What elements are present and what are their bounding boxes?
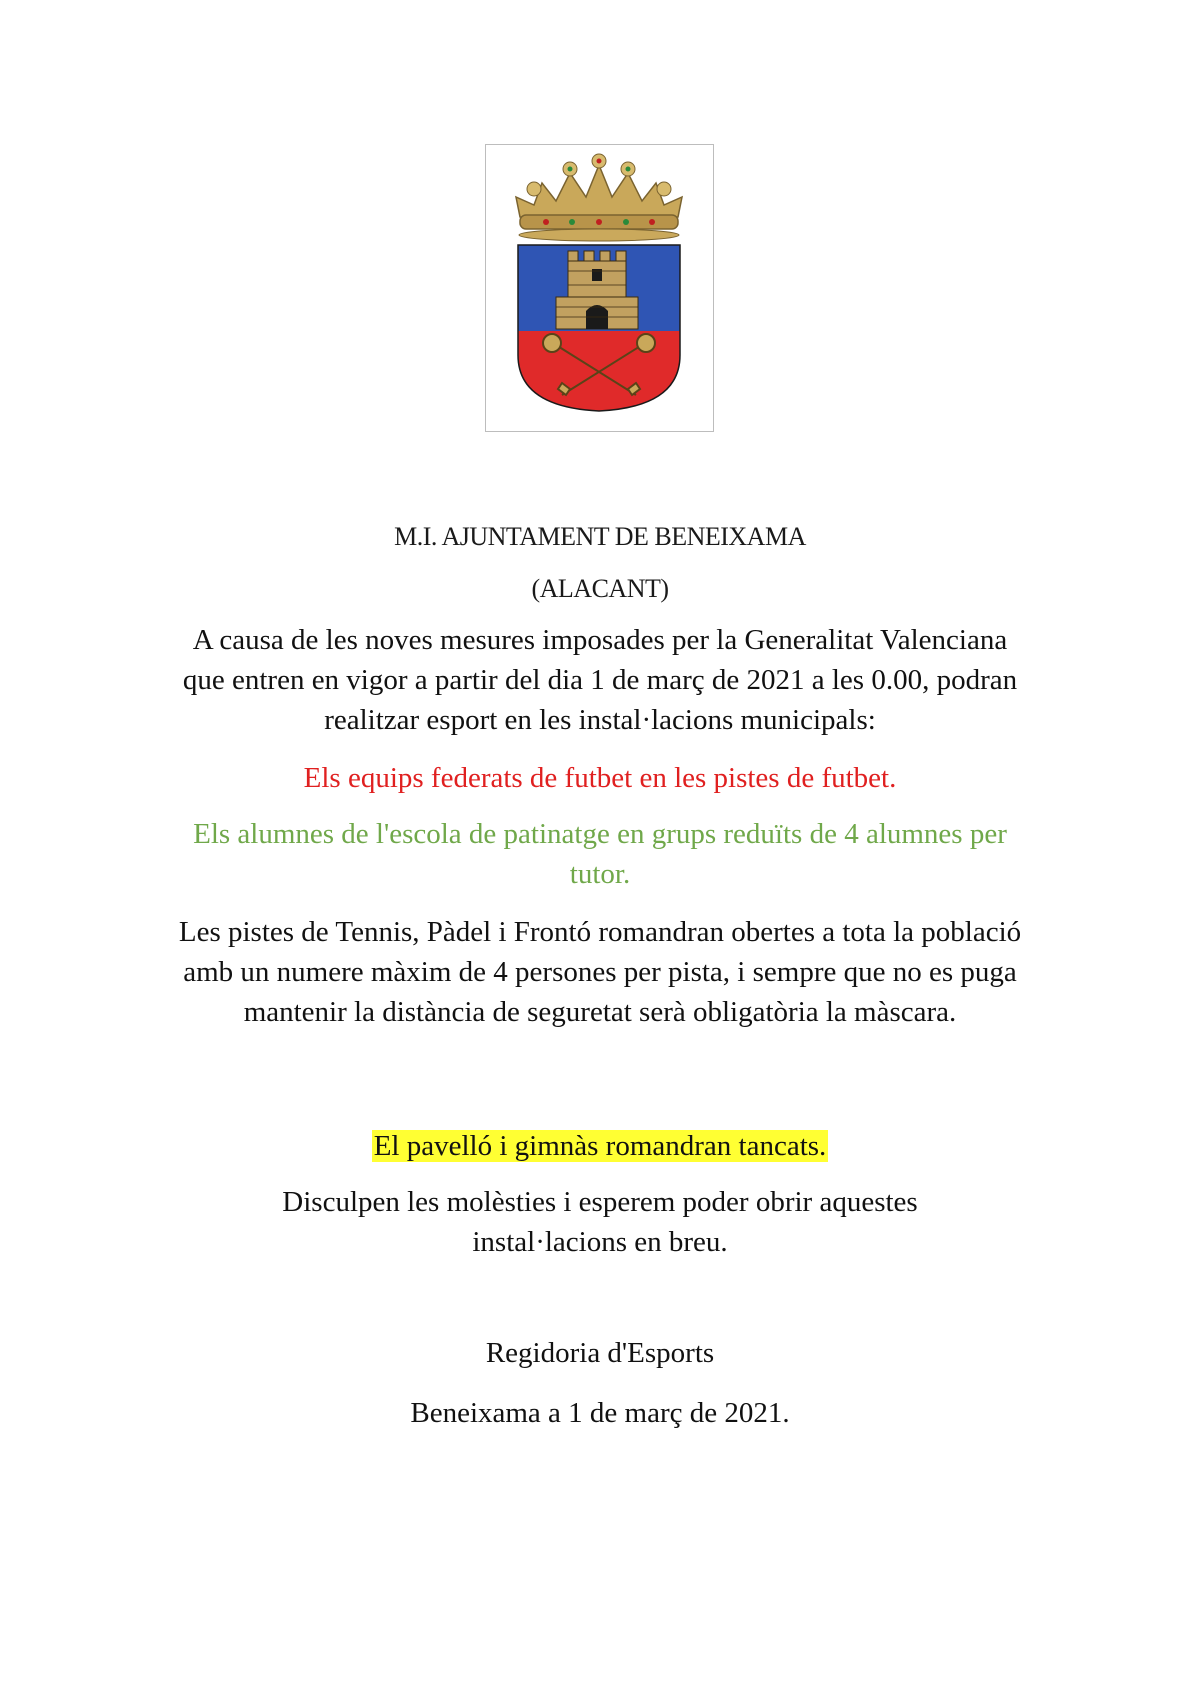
apology-paragraph: Disculpen les molèsties i esperem poder obrir aquestes instal·lacions en breu. — [282, 1186, 918, 1258]
province-subtitle: (ALACANT) — [531, 574, 669, 603]
department-signature: Regidoria d'Esports — [485, 1337, 715, 1369]
coat-of-arms-icon — [485, 144, 714, 432]
closed-notice: El pavelló i gimnàs romandran tancats. — [373, 1130, 827, 1162]
crown-icon — [516, 154, 682, 241]
closed-notice-line — [150, 1126, 1050, 1166]
skating-notice: Els alumnes de l'escola de patinatge en grups reduïts de 4 alumnes per tutor. — [193, 818, 1007, 890]
football-notice: Els equips federats de futbet en les pistes de futbet. — [303, 762, 897, 794]
place-date: Beneixama a 1 de març de 2021. — [410, 1397, 790, 1429]
courts-notice: Les pistes de Tennis, Pàdel i Frontó romandran obertes a tota la població amb un numere màxim de 4 persones per pista, i sempre que no es puga mantenir la distància de seguretat serà obligatòria la màscara. — [178, 916, 1022, 1028]
municipality-title: M.I. AJUNTAMENT DE BENEIXAMA — [394, 522, 806, 551]
tower-icon — [556, 251, 638, 329]
intro-paragraph: A causa de les noves mesures imposades per la Generalitat Valenciana que entren en vigor a partir del dia 1 de març de 2021 a les 0.00, podran realitzar esport en les instal·lacions municipals: — [182, 624, 1018, 736]
